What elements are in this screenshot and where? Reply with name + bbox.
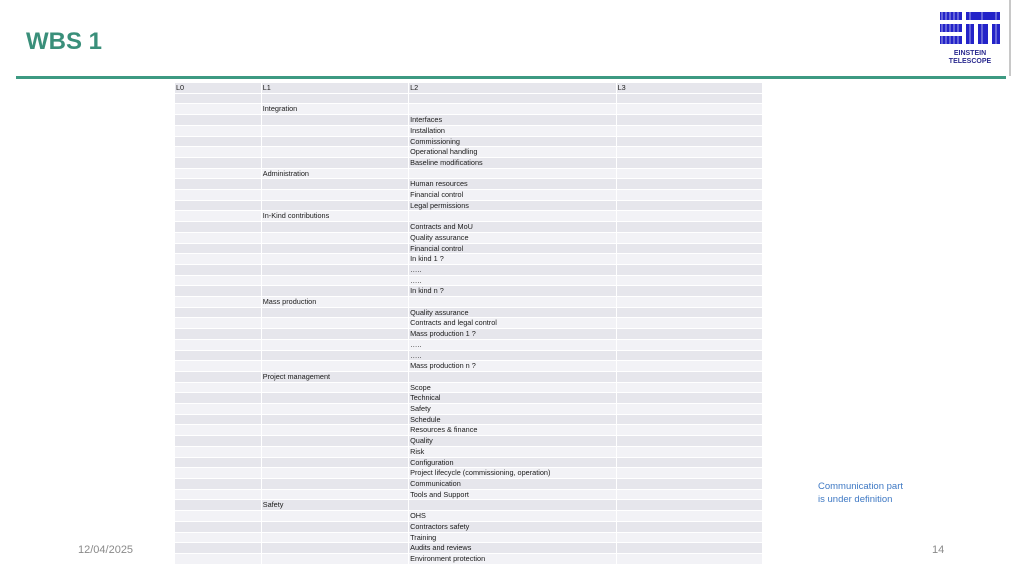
table-cell-l0 xyxy=(175,104,261,115)
table-cell-l1 xyxy=(261,232,408,243)
table-cell-l2: Financial control xyxy=(409,190,617,201)
table-cell-l1: Safety xyxy=(261,500,408,511)
table-cell-l0 xyxy=(175,286,261,297)
table-row xyxy=(175,297,763,308)
table-cell-l3 xyxy=(616,104,762,115)
table-cell-l2: Tools and Support xyxy=(409,489,617,500)
table-cell-l0 xyxy=(175,243,261,254)
table-cell-l1 xyxy=(261,329,408,340)
table-cell-l0 xyxy=(175,468,261,479)
table-cell-l0 xyxy=(175,446,261,457)
table-cell-l2: Configuration xyxy=(409,457,617,468)
table-cell-l2: Risk xyxy=(409,446,617,457)
table-row xyxy=(175,446,763,457)
table-cell-l3 xyxy=(616,157,762,168)
table-cell-l1 xyxy=(261,125,408,136)
table-cell-l1 xyxy=(261,136,408,147)
table-row xyxy=(175,115,763,126)
logo-text xyxy=(938,50,1002,66)
table-cell-l2 xyxy=(409,93,617,104)
table-cell-l1 xyxy=(261,93,408,104)
table-cell-l0 xyxy=(175,521,261,532)
table-cell-l1 xyxy=(261,425,408,436)
table-cell-l0 xyxy=(175,500,261,511)
table-body xyxy=(175,93,763,564)
table-row xyxy=(175,93,763,104)
table-cell-l1 xyxy=(261,147,408,158)
table-cell-l1 xyxy=(261,254,408,265)
table-cell-l2: Baseline modifications xyxy=(409,157,617,168)
table-cell-l3 xyxy=(616,222,762,233)
table-cell-l0 xyxy=(175,329,261,340)
table-cell-l3 xyxy=(616,371,762,382)
table-cell-l3 xyxy=(616,521,762,532)
table-cell-l1 xyxy=(261,286,408,297)
table-cell-l3 xyxy=(616,232,762,243)
logo-line-1: EINSTEIN xyxy=(953,50,987,57)
table-cell-l2: OHS xyxy=(409,511,617,522)
table-cell-l0 xyxy=(175,275,261,286)
table-cell-l1 xyxy=(261,468,408,479)
table-row xyxy=(175,222,763,233)
header-l3: L3 xyxy=(616,83,762,93)
table-cell-l3 xyxy=(616,115,762,126)
table-cell-l1 xyxy=(261,275,408,286)
table-cell-l0 xyxy=(175,371,261,382)
table-cell-l3 xyxy=(616,243,762,254)
table-cell-l1 xyxy=(261,190,408,201)
table-cell-l1 xyxy=(261,457,408,468)
table-cell-l3 xyxy=(616,254,762,265)
header-l1: L1 xyxy=(261,83,408,93)
table-row xyxy=(175,350,763,361)
table-cell-l2: Quality assurance xyxy=(409,307,617,318)
table-row xyxy=(175,329,763,340)
header-l0: L0 xyxy=(175,83,261,93)
table-cell-l3 xyxy=(616,404,762,415)
table-row xyxy=(175,232,763,243)
table-cell-l2: Quality assurance xyxy=(409,232,617,243)
table-cell-l1 xyxy=(261,115,408,126)
table-cell-l2 xyxy=(409,297,617,308)
table-cell-l0 xyxy=(175,436,261,447)
table-cell-l1 xyxy=(261,532,408,543)
communication-note xyxy=(818,480,903,506)
table-cell-l2: Human resources xyxy=(409,179,617,190)
table-cell-l0 xyxy=(175,511,261,522)
table-cell-l1 xyxy=(261,350,408,361)
table-cell-l2: Contractors safety xyxy=(409,521,617,532)
table-row xyxy=(175,553,763,564)
table-row xyxy=(175,286,763,297)
table-header-row xyxy=(175,83,763,93)
logo-line-2: TELESCOPE xyxy=(948,58,992,65)
table-row xyxy=(175,275,763,286)
table-cell-l3 xyxy=(616,307,762,318)
table-cell-l2 xyxy=(409,104,617,115)
table-cell-l3 xyxy=(616,382,762,393)
table-cell-l1: Mass production xyxy=(261,297,408,308)
table-cell-l0 xyxy=(175,553,261,564)
table-cell-l1 xyxy=(261,264,408,275)
table-row xyxy=(175,307,763,318)
table-cell-l3 xyxy=(616,446,762,457)
table-row xyxy=(175,532,763,543)
slide-edge-line xyxy=(1009,0,1011,76)
table-cell-l2: Mass production 1 ? xyxy=(409,329,617,340)
table-cell-l2: Contracts and MoU xyxy=(409,222,617,233)
table-cell-l3 xyxy=(616,211,762,222)
table-cell-l3 xyxy=(616,489,762,500)
table-cell-l3 xyxy=(616,468,762,479)
table-cell-l2 xyxy=(409,211,617,222)
table-cell-l2 xyxy=(409,168,617,179)
table-cell-l2: ….. xyxy=(409,275,617,286)
table-row xyxy=(175,479,763,490)
table-cell-l0 xyxy=(175,254,261,265)
table-cell-l1 xyxy=(261,307,408,318)
table-cell-l3 xyxy=(616,500,762,511)
table-cell-l0 xyxy=(175,532,261,543)
table-cell-l1: Project management xyxy=(261,371,408,382)
table-cell-l2: Project lifecycle (commissioning, operation) xyxy=(409,468,617,479)
table-cell-l2: Legal permissions xyxy=(409,200,617,211)
table-cell-l1: In-Kind contributions xyxy=(261,211,408,222)
table-cell-l0 xyxy=(175,404,261,415)
table-cell-l0 xyxy=(175,425,261,436)
table-cell-l1: Administration xyxy=(261,168,408,179)
table-cell-l1 xyxy=(261,222,408,233)
table-cell-l2: Scope xyxy=(409,382,617,393)
table-cell-l3 xyxy=(616,414,762,425)
table-cell-l0 xyxy=(175,190,261,201)
table-cell-l1 xyxy=(261,393,408,404)
note-line-1: Communication part xyxy=(818,481,904,492)
table-cell-l1 xyxy=(261,446,408,457)
table-row xyxy=(175,243,763,254)
table-cell-l1 xyxy=(261,361,408,372)
table-cell-l3 xyxy=(616,136,762,147)
table-row xyxy=(175,543,763,554)
table-cell-l3 xyxy=(616,147,762,158)
table-row xyxy=(175,190,763,201)
table-cell-l1 xyxy=(261,553,408,564)
table-row xyxy=(175,393,763,404)
table-cell-l3 xyxy=(616,318,762,329)
table-cell-l2: Commissioning xyxy=(409,136,617,147)
table-cell-l2: Audits and reviews xyxy=(409,543,617,554)
table-cell-l3 xyxy=(616,339,762,350)
table-row xyxy=(175,179,763,190)
table-row xyxy=(175,211,763,222)
table-cell-l0 xyxy=(175,543,261,554)
table-cell-l0 xyxy=(175,168,261,179)
table-cell-l0 xyxy=(175,361,261,372)
table-cell-l0 xyxy=(175,147,261,158)
table-cell-l3 xyxy=(616,479,762,490)
table-cell-l1 xyxy=(261,243,408,254)
table-row xyxy=(175,521,763,532)
table-cell-l2: In kind n ? xyxy=(409,286,617,297)
table-cell-l2: ….. xyxy=(409,339,617,350)
table-cell-l0 xyxy=(175,489,261,500)
wbs-table xyxy=(175,83,763,565)
table-cell-l1: Integration xyxy=(261,104,408,115)
table-row xyxy=(175,168,763,179)
table-cell-l2: Environment protection xyxy=(409,553,617,564)
table-row xyxy=(175,254,763,265)
table-row xyxy=(175,318,763,329)
table-cell-l2: Installation xyxy=(409,125,617,136)
table-cell-l2: Financial control xyxy=(409,243,617,254)
table-cell-l3 xyxy=(616,125,762,136)
table-cell-l3 xyxy=(616,168,762,179)
table-row xyxy=(175,468,763,479)
table-cell-l0 xyxy=(175,382,261,393)
table-cell-l1 xyxy=(261,414,408,425)
table-cell-l0 xyxy=(175,157,261,168)
table-cell-l0 xyxy=(175,339,261,350)
table-cell-l3 xyxy=(616,350,762,361)
table-cell-l1 xyxy=(261,339,408,350)
table-cell-l1 xyxy=(261,521,408,532)
logo-mark-icon xyxy=(938,10,1002,50)
table-cell-l2: Schedule xyxy=(409,414,617,425)
table-cell-l3 xyxy=(616,275,762,286)
table-row xyxy=(175,104,763,115)
table-cell-l2: Interfaces xyxy=(409,115,617,126)
table-row xyxy=(175,147,763,158)
slide-date: 12/04/2025 xyxy=(78,544,134,556)
table-cell-l0 xyxy=(175,93,261,104)
table-cell-l1 xyxy=(261,157,408,168)
table-row xyxy=(175,157,763,168)
table-cell-l2: Mass production n ? xyxy=(409,361,617,372)
table-cell-l0 xyxy=(175,297,261,308)
table-cell-l3 xyxy=(616,457,762,468)
table-cell-l3 xyxy=(616,297,762,308)
table-cell-l3 xyxy=(616,511,762,522)
table-row xyxy=(175,339,763,350)
table-cell-l2: In kind 1 ? xyxy=(409,254,617,265)
table-cell-l1 xyxy=(261,436,408,447)
table-cell-l2 xyxy=(409,371,617,382)
table-cell-l3 xyxy=(616,553,762,564)
table-row xyxy=(175,125,763,136)
note-line-2: is under definition xyxy=(818,494,893,505)
table-row xyxy=(175,414,763,425)
table-cell-l3 xyxy=(616,361,762,372)
table-cell-l2: Contracts and legal control xyxy=(409,318,617,329)
table-cell-l2: Training xyxy=(409,532,617,543)
table-cell-l2: ….. xyxy=(409,264,617,275)
table-cell-l0 xyxy=(175,264,261,275)
table-cell-l0 xyxy=(175,211,261,222)
table-cell-l1 xyxy=(261,489,408,500)
table-cell-l2 xyxy=(409,500,617,511)
table-cell-l0 xyxy=(175,232,261,243)
table-row xyxy=(175,264,763,275)
table-cell-l3 xyxy=(616,190,762,201)
table-cell-l2: Resources & finance xyxy=(409,425,617,436)
table-cell-l0 xyxy=(175,222,261,233)
table-row xyxy=(175,425,763,436)
table-cell-l3 xyxy=(616,393,762,404)
table-row xyxy=(175,382,763,393)
table-cell-l1 xyxy=(261,200,408,211)
table-cell-l1 xyxy=(261,511,408,522)
table-cell-l2: Quality xyxy=(409,436,617,447)
table-cell-l0 xyxy=(175,307,261,318)
table-cell-l1 xyxy=(261,543,408,554)
table-cell-l2: Technical xyxy=(409,393,617,404)
table-cell-l2: Safety xyxy=(409,404,617,415)
table-cell-l1 xyxy=(261,479,408,490)
table-cell-l3 xyxy=(616,93,762,104)
slide-title: WBS 1 xyxy=(26,28,103,55)
table-cell-l3 xyxy=(616,200,762,211)
table-cell-l0 xyxy=(175,136,261,147)
table-cell-l1 xyxy=(261,382,408,393)
table-cell-l3 xyxy=(616,179,762,190)
table-cell-l3 xyxy=(616,425,762,436)
table-cell-l3 xyxy=(616,532,762,543)
table-cell-l1 xyxy=(261,318,408,329)
title-divider xyxy=(16,76,1006,79)
page-number: 14 xyxy=(932,544,945,556)
table-cell-l3 xyxy=(616,264,762,275)
table-cell-l3 xyxy=(616,436,762,447)
table-cell-l1 xyxy=(261,179,408,190)
table-cell-l0 xyxy=(175,125,261,136)
table-cell-l0 xyxy=(175,115,261,126)
table-row xyxy=(175,489,763,500)
table-cell-l2: Operational handling xyxy=(409,147,617,158)
table-row xyxy=(175,200,763,211)
table-row xyxy=(175,404,763,415)
table-row xyxy=(175,511,763,522)
table-cell-l0 xyxy=(175,318,261,329)
table-cell-l0 xyxy=(175,200,261,211)
table-row xyxy=(175,436,763,447)
table-row xyxy=(175,361,763,372)
table-row xyxy=(175,371,763,382)
header-l2: L2 xyxy=(409,83,617,93)
table-cell-l3 xyxy=(616,329,762,340)
table-cell-l2: Communication xyxy=(409,479,617,490)
table-cell-l0 xyxy=(175,393,261,404)
table-cell-l0 xyxy=(175,479,261,490)
table-row xyxy=(175,136,763,147)
table-cell-l0 xyxy=(175,179,261,190)
table-cell-l3 xyxy=(616,286,762,297)
table-row xyxy=(175,457,763,468)
table-cell-l3 xyxy=(616,543,762,554)
table-cell-l0 xyxy=(175,350,261,361)
table-row xyxy=(175,500,763,511)
table-cell-l0 xyxy=(175,457,261,468)
table-cell-l1 xyxy=(261,404,408,415)
table-cell-l2: ….. xyxy=(409,350,617,361)
table-cell-l0 xyxy=(175,414,261,425)
